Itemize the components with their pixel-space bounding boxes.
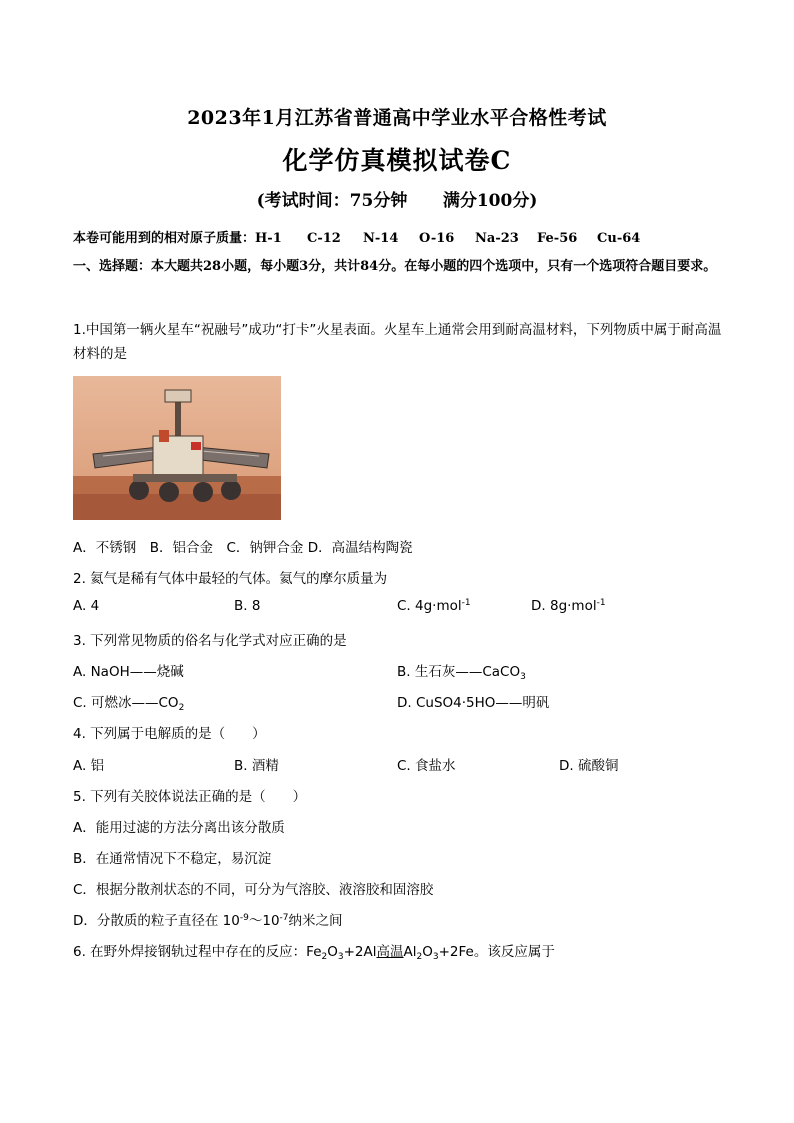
question-3-option-a: A. NaOH——烧碱	[73, 664, 184, 680]
question-4-option-a: A. 铝	[73, 758, 105, 774]
option-text: D．分散质的粒子直径在 10	[73, 913, 240, 929]
option-text: C. 4g·mol	[397, 598, 462, 614]
question-2-option-d	[531, 598, 606, 614]
exam-time: (考试时间：75分钟	[256, 191, 408, 211]
mars-rover-image	[73, 376, 281, 520]
atomic-mass-item: Na-23	[475, 231, 519, 246]
question-5-stem: 5. 下列有关胶体说法正确的是（ ）	[73, 789, 307, 805]
question-4-option-d: D. 硫酸铜	[559, 758, 619, 774]
question-6-stem	[73, 940, 555, 962]
stem-text: +2Al	[343, 944, 377, 960]
atomic-mass-line	[73, 227, 640, 246]
question-4-option-b: B. 酒精	[234, 758, 279, 774]
stem-text: +2Fe。该反应属于	[438, 944, 555, 960]
atomic-mass-item: O-16	[419, 231, 455, 246]
question-3-option-d: D. CuSO4·5HO——明矾	[397, 695, 550, 711]
exam-title: 2023年1月江苏省普通高中学业水平合格性考试	[187, 107, 607, 129]
question-4-stem: 4. 下列属于电解质的是（ ）	[73, 726, 266, 742]
question-5-option-b: B．在通常情况下不稳定，易沉淀	[73, 851, 272, 867]
option-text: B. 生石灰——CaCO	[397, 664, 521, 680]
atomic-mass-item: H-1	[255, 231, 282, 246]
option-text: C. 可燃冰——CO	[73, 695, 179, 711]
question-2-option-a: A. 4	[73, 598, 100, 614]
superscript: -9	[239, 913, 249, 923]
stem-text: O	[422, 944, 433, 960]
question-5-option-c: C．根据分散剂状态的不同，可分为气溶胶、液溶胶和固溶胶	[73, 882, 434, 898]
question-2-stem: 2. 氦气是稀有气体中最轻的气体。氦气的摩尔质量为	[73, 571, 388, 587]
stem-text: O	[327, 944, 338, 960]
question-4-option-c: C. 食盐水	[397, 758, 456, 774]
section-heading: 一、选择题：本大题共28小题，每小题3分，共计84分。在每小题的四个选项中，只有一个选项符合题目要求。	[73, 259, 717, 274]
question-2-option-c	[397, 598, 471, 614]
superscript: -1	[596, 598, 606, 608]
question-1-stem: 1.中国第一辆火星车“祝融号”成功“打卡”火星表面。火星车上通常会用到耐高温材料，下列物质中属于耐高温材料的是	[73, 322, 722, 362]
subscript: 2	[416, 952, 423, 962]
exam-subtitle: 化学仿真模拟试卷C	[282, 146, 512, 175]
atomic-mass-item: N-14	[363, 231, 399, 246]
atomic-mass-item: C-12	[307, 231, 341, 246]
superscript: -7	[279, 913, 289, 923]
subscript: 2	[321, 952, 328, 962]
subscript: 3	[520, 672, 526, 682]
subscript: 3	[432, 952, 439, 962]
superscript: -1	[461, 598, 471, 608]
option-text: ～10	[248, 913, 280, 929]
stem-text: Al	[403, 944, 417, 960]
exam-time-score	[0, 186, 794, 211]
subscript: 2	[178, 703, 185, 713]
option-text: D. 8g·mol	[531, 598, 597, 614]
atomic-mass-label: 本卷可能用到的相对原子质量：	[73, 231, 256, 246]
stem-text: 6. 在野外焊接钢轨过程中存在的反应：Fe	[73, 944, 322, 960]
question-3-option-b	[397, 660, 526, 682]
exam-score: 满分100分)	[442, 191, 538, 211]
atomic-mass-item: Cu-64	[597, 231, 641, 246]
question-3-option-c	[73, 691, 184, 713]
question-1-options: A．不锈钢 B．铝合金 C．钠钾合金 D．高温结构陶瓷	[73, 540, 413, 556]
atomic-mass-item: Fe-56	[537, 231, 578, 246]
reaction-condition: 高温	[376, 944, 404, 960]
question-3-stem: 3. 下列常见物质的俗名与化学式对应正确的是	[73, 633, 347, 649]
question-2-option-b: B. 8	[234, 598, 261, 614]
question-5-option-d	[73, 909, 343, 929]
option-text: 纳米之间	[288, 913, 343, 929]
subscript: 3	[337, 952, 344, 962]
question-5-option-a: A．能用过滤的方法分离出该分散质	[73, 820, 285, 836]
